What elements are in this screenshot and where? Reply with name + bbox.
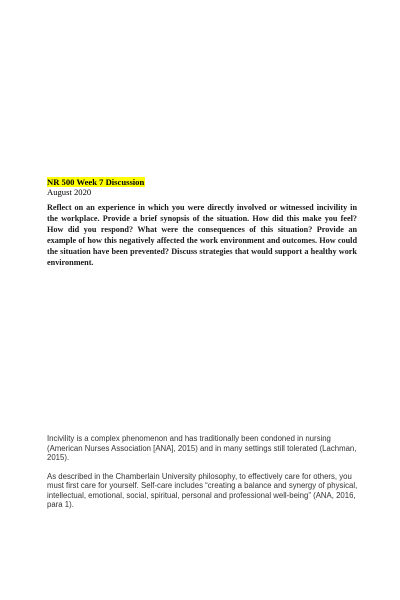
document-body xyxy=(47,434,359,510)
document-title: NR 500 Week 7 Discussion xyxy=(47,177,145,187)
body-paragraph-1: Incivility is a complex phenomenon and has traditionally been condoned in nursing (American Nurses Association [ANA], 2015) and in many settings still tolerated (Lachman, 2015). xyxy=(47,434,357,462)
body-paragraph-2: As described in the Chamberlain University philosophy, to effectively care for others, you must first care for yourself. Self-care includes “creating a balance and synergy of physical, intellectual, emotional, social, spiritual, personal and professional well-being” (ANA, 2016, para 1). xyxy=(47,471,358,509)
document-title-line xyxy=(47,177,359,187)
document-date: August 2020 xyxy=(47,187,92,197)
discussion-prompt: Reflect on an experience in which you were directly involved or witnessed incivility in the workplace. Provide a brief synopsis of the situation. How did this make you feel? How did you respond? What were the consequences of this situation? Provide an example of how this negatively affected the work environment and outcomes. How could the situation have been prevented? Discuss strategies that would support a healthy work environment. xyxy=(47,203,357,267)
document-header xyxy=(47,177,359,268)
